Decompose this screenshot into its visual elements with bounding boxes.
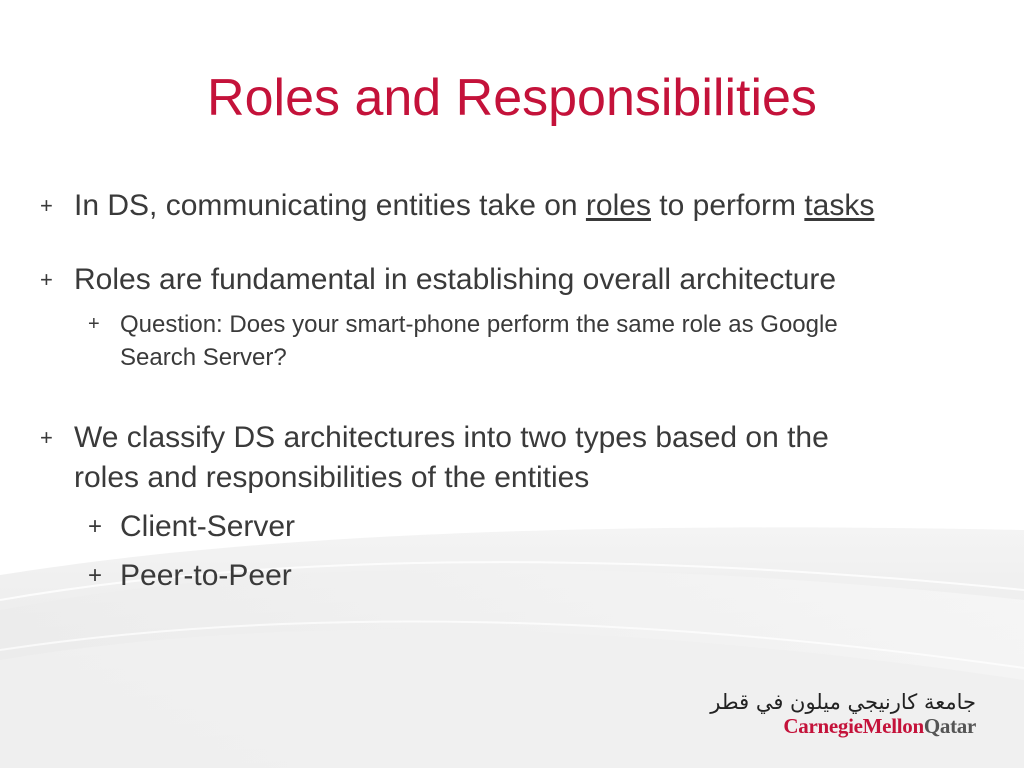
bullet-marker: + <box>88 313 100 335</box>
bullet-1-pre: In DS, communicating entities take on <box>74 189 586 222</box>
logo-arabic-text: جامعة كارنيجي ميلون في قطر <box>710 690 976 714</box>
bullet-2-text: Roles are fundamental in establishing overall architecture <box>74 263 837 296</box>
cmu-qatar-logo <box>710 690 976 740</box>
slide-title: Roles and Responsibilities <box>207 69 817 127</box>
sub-bullet-question-line2: Search Server? <box>120 344 287 371</box>
sub-bullet-client-server-text: Client-Server <box>120 510 296 543</box>
bullet-3-line2: roles and responsibilities of the entities <box>74 461 590 494</box>
logo-english-text <box>783 714 976 739</box>
bullet-marker: + <box>40 267 53 292</box>
roles-term: roles <box>585 189 651 222</box>
sub-bullet-peer-to-peer-text: Peer-to-Peer <box>120 559 292 592</box>
bullet-3-line1: We classify DS architectures into two types based on the <box>74 421 829 454</box>
bullet-1-mid: to perform <box>650 189 805 222</box>
bullet-marker: + <box>88 513 103 540</box>
bullet-marker: + <box>40 425 53 450</box>
bullet-marker: + <box>88 562 103 589</box>
bullet-marker: + <box>40 193 53 218</box>
logo-qatar: Qatar <box>923 714 976 738</box>
sub-bullet-question-line1: Question: Does your smart-phone perform the same role as Google <box>120 311 838 338</box>
bullet-1-text <box>74 186 874 226</box>
tasks-term: tasks <box>804 189 875 222</box>
logo-carnegie-mellon: CarnegieMellon <box>783 714 924 738</box>
